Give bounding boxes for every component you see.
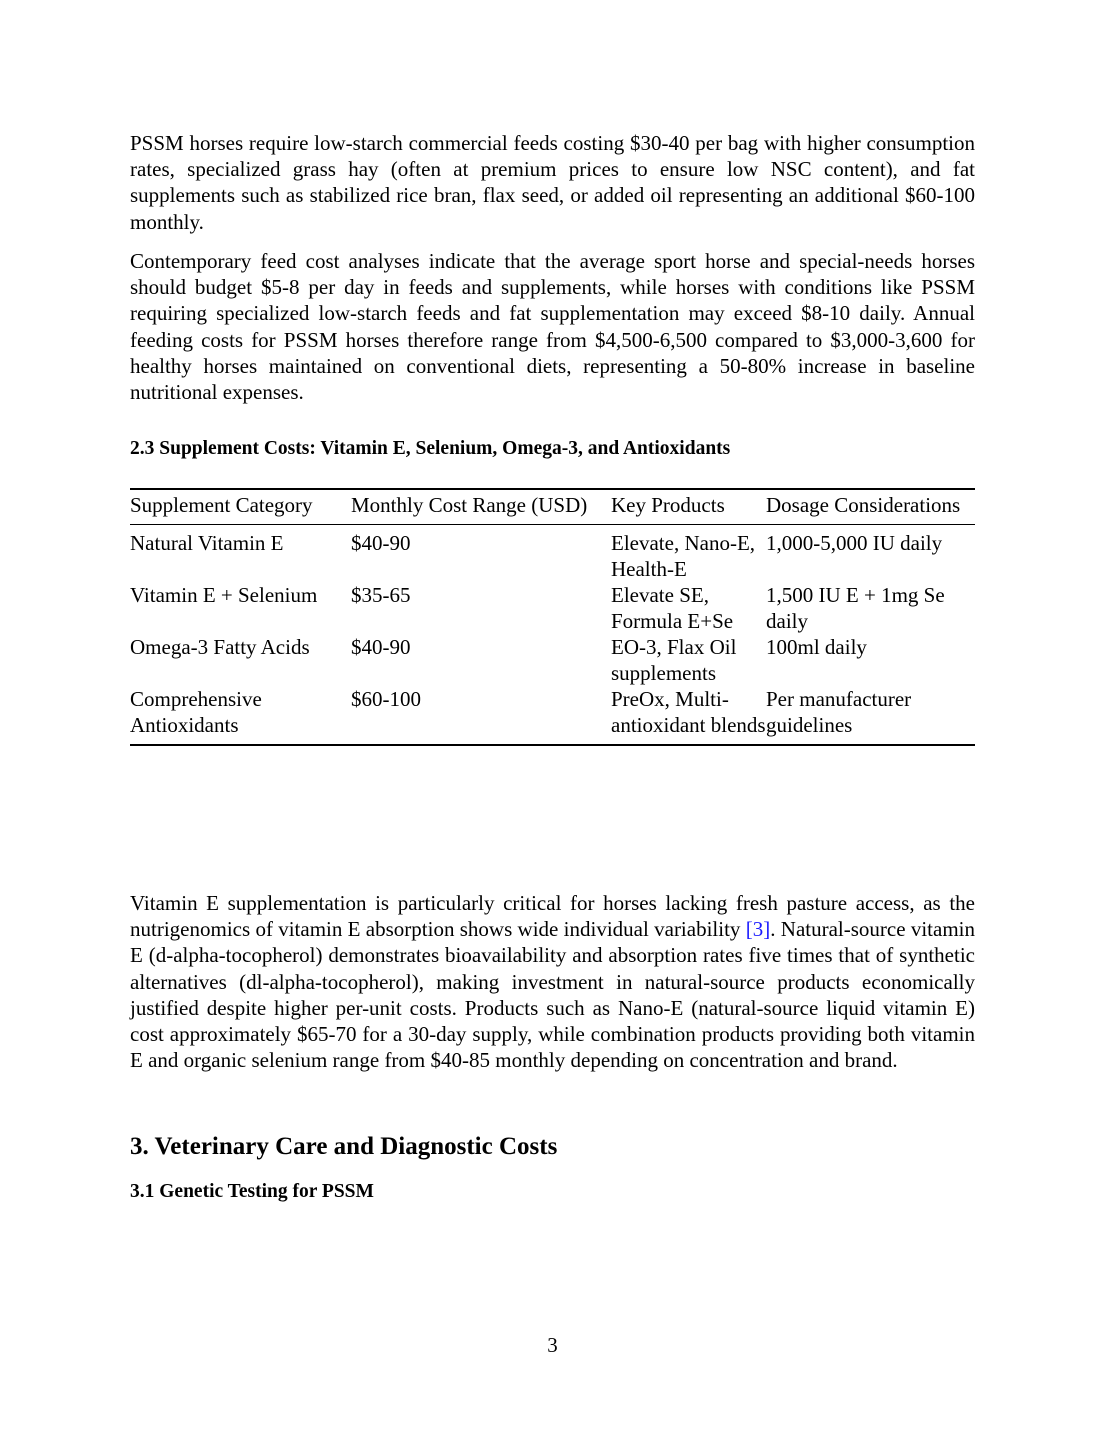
cell-dosage: 1,000-5,000 IU daily (766, 531, 943, 555)
paragraph-pssm-feeds: PSSM horses require low-starch commercial feeds costing $30-40 per bag with higher consumption rates, specialized grass hay (often at premium prices to ensure low NSC content), and fat supplements such as stabilized rice bran, flax seed, or added oil representing an additional $60-100 monthly. (130, 131, 975, 234)
header-monthly-cost: Monthly Cost Range (USD) (351, 493, 588, 517)
cell-category: Vitamin E + Selenium (130, 583, 318, 607)
cell-category: Omega-3 Fatty Acids (130, 635, 310, 659)
cell-products: PreOx, Multi-antioxidant blends (611, 687, 766, 737)
cell-cost: $35-65 (351, 583, 411, 607)
table-row (130, 686, 975, 745)
table-row (130, 582, 975, 634)
cell-category: Comprehensive Antioxidants (130, 687, 262, 737)
subsection-heading-2-3: 2.3 Supplement Costs: Vitamin E, Selenium, Omega-3, and Antioxidants (130, 438, 731, 459)
supplement-costs-table (130, 488, 975, 746)
table-row (130, 634, 975, 686)
table-row (130, 525, 975, 583)
cell-products: Elevate SE, Formula E+Se (611, 583, 734, 633)
cell-products: Elevate, Nano-E, Health-E (611, 531, 756, 581)
paragraph-text: Vitamin E supplementation is particularly critical for horses lacking fresh pasture access, as the nutrigenomics of vitamin E absorption shows wide individual variability (130, 891, 975, 942)
cell-cost: $60-100 (351, 687, 421, 711)
paragraph-feed-cost-analyses: Contemporary feed cost analyses indicate that the average sport horse and special-needs horses should budget $5-8 per day in feeds and supplements, while horses with conditions like PSSM requiring specialized low-starch feeds and fat supplementation may exceed $8-10 daily. Annual feeding costs for PSSM horses therefore range from $4,500-6,500 compared to $3,000-3,600 for healthy horses maintained on conventional diets, representing a 50-80% increase in baseline nutritional expenses. (130, 249, 975, 405)
cell-category: Natural Vitamin E (130, 531, 284, 555)
paragraph-text: . Natural-source vitamin E (d-alpha-tocopherol) demonstrates bioavailability and absorption rates five times that of synthetic alternatives (dl-alpha-tocopherol), making investment in natural-source products economically justified despite higher per-unit costs. Products such as Nano-E (natural-source liquid vitamin E) cost approximately $65-70 for a 30-day supply, while combination products providing both vitamin E and organic selenium range from $40-85 monthly depending on concentration and brand. (130, 917, 976, 1073)
table-header-row (130, 489, 975, 525)
cell-dosage: 1,500 IU E + 1mg Se daily (766, 583, 945, 633)
cell-products: EO-3, Flax Oil supplements (611, 635, 737, 685)
cell-dosage: 100ml daily (766, 635, 867, 659)
cell-cost: $40-90 (351, 531, 411, 555)
header-supplement-category: Supplement Category (130, 493, 313, 517)
cell-cost: $40-90 (351, 635, 411, 659)
cell-dosage: Per manufacturer guidelines (766, 687, 912, 737)
header-key-products: Key Products (611, 493, 725, 517)
subsection-heading-3-1: 3.1 Genetic Testing for PSSM (130, 1181, 374, 1202)
header-dosage: Dosage Considerations (766, 493, 961, 517)
paragraph-vitamin-e (130, 890, 975, 1073)
section-heading-3: 3. Veterinary Care and Diagnostic Costs (130, 1133, 558, 1160)
page-number: 3 (547, 1333, 558, 1357)
citation-link[interactable]: [3] (745, 917, 771, 942)
